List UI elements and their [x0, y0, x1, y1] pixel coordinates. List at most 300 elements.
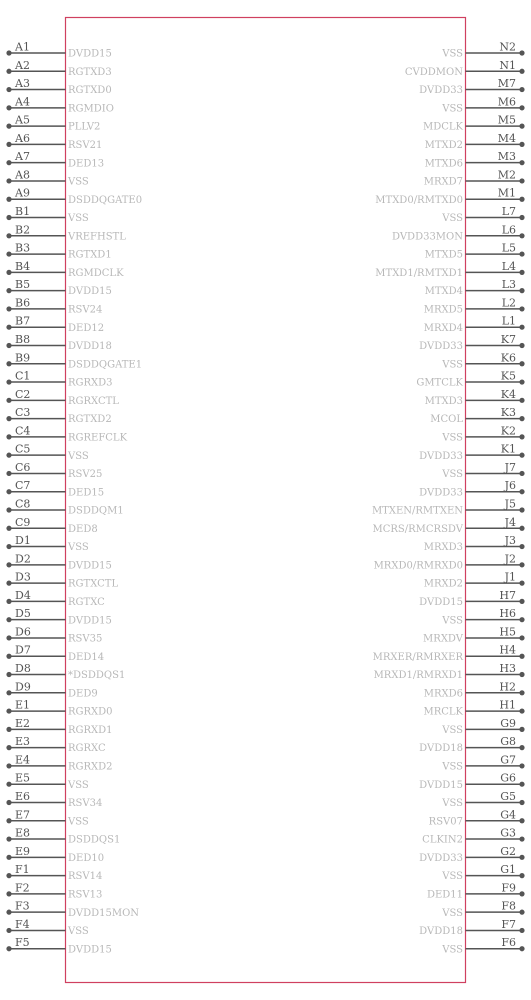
pin-number: A1	[15, 40, 30, 54]
pin-name: MRXD7	[423, 176, 463, 188]
pin-number: D6	[15, 625, 31, 639]
right-pin-J1	[424, 571, 525, 590]
pin-number: M7	[497, 77, 516, 91]
left-pin-B7	[6, 315, 104, 334]
pin-end-dot	[6, 489, 11, 494]
pin-name: MCOL	[430, 414, 463, 426]
pin-number: F1	[15, 863, 30, 877]
pin-number: M3	[497, 150, 516, 164]
pin-number: H2	[499, 680, 516, 694]
pin-end-dot	[519, 343, 524, 348]
pin-number: B3	[15, 241, 31, 255]
pin-name: MTXD3	[424, 395, 463, 407]
pin-name: DVDD33	[419, 85, 463, 97]
pin-name: VSS	[442, 798, 463, 810]
left-pin-E6	[6, 790, 102, 809]
pin-name: MRXD3	[423, 542, 463, 554]
pin-end-dot	[6, 361, 11, 366]
pin-number: E7	[15, 808, 31, 822]
pin-end-dot	[6, 471, 11, 476]
pin-end-dot	[6, 599, 11, 604]
pin-number: A9	[15, 186, 30, 200]
right-pin-H4	[373, 644, 525, 663]
pin-number: C3	[15, 406, 31, 420]
pin-number: E8	[15, 826, 31, 840]
pin-end-dot	[519, 690, 524, 695]
pin-end-dot	[6, 800, 11, 805]
pin-number: F2	[15, 881, 30, 895]
pin-end-dot	[519, 124, 524, 129]
pin-number: M6	[497, 95, 516, 109]
pin-end-dot	[519, 288, 524, 293]
pin-name: DVDD15	[68, 615, 112, 627]
pin-number: K7	[500, 332, 516, 346]
pin-end-dot	[6, 727, 11, 732]
right-pin-J2	[374, 552, 525, 571]
left-pin-A9	[6, 187, 142, 206]
pin-name: DSDDQS1	[68, 834, 121, 846]
pin-number: B2	[15, 223, 31, 237]
pin-end-dot	[519, 946, 524, 951]
right-pin-J4	[372, 516, 524, 535]
pin-number: J3	[504, 534, 516, 548]
pin-number: B5	[15, 278, 31, 292]
left-pin-D5	[6, 607, 111, 626]
pin-name: VSS	[442, 103, 463, 115]
pin-name: CLKIN2	[422, 834, 463, 846]
pin-end-dot	[519, 87, 524, 92]
pin-end-dot	[6, 526, 11, 531]
pin-number: B1	[15, 205, 31, 219]
pin-number: A6	[15, 131, 30, 145]
pin-number: B8	[15, 332, 31, 346]
pin-number: F3	[15, 899, 30, 913]
pin-end-dot	[519, 617, 524, 622]
left-pin-A1	[6, 41, 111, 60]
pin-name: RSV21	[68, 140, 103, 151]
pin-name: VSS	[68, 176, 89, 188]
right-pin-L3	[425, 278, 525, 297]
pin-name: DVDD15	[419, 779, 463, 791]
pin-number: C8	[15, 497, 31, 511]
right-pin-M3	[425, 150, 525, 169]
pin-number: F6	[501, 936, 516, 950]
pin-name: VSS	[442, 761, 463, 773]
pin-end-dot	[519, 306, 524, 311]
pin-number: E3	[15, 735, 31, 749]
pin-number: F8	[501, 899, 516, 913]
left-pin-A3	[6, 77, 111, 96]
pin-name: RGRXD3	[68, 377, 113, 389]
pin-name: DVDD33	[419, 852, 463, 864]
right-pin-J3	[424, 534, 525, 553]
right-pin-M6	[441, 95, 524, 114]
pin-end-dot	[6, 581, 11, 586]
pin-end-dot	[6, 87, 11, 92]
pin-name: DED13	[68, 158, 105, 170]
pin-end-dot	[519, 800, 524, 805]
pin-end-dot	[6, 544, 11, 549]
pin-number: C1	[15, 369, 31, 383]
pin-name: DVDD15	[419, 597, 463, 608]
pin-name: DSDDQM1	[68, 505, 124, 517]
left-pin-B5	[6, 278, 111, 297]
pin-end-dot	[519, 782, 524, 787]
left-pin-B8	[6, 333, 111, 352]
left-pin-C9	[6, 516, 97, 535]
pin-number: H5	[499, 625, 516, 639]
pin-end-dot	[519, 928, 524, 933]
pin-number: B4	[15, 259, 31, 273]
right-pin-H5	[423, 625, 525, 644]
pin-name: VSS	[68, 779, 89, 791]
left-pin-E3	[6, 735, 106, 754]
pin-name: DED10	[68, 852, 105, 864]
pin-number: J2	[504, 552, 516, 566]
pin-number: J4	[504, 515, 516, 529]
pin-end-dot	[6, 708, 11, 713]
pin-name: MRXD1/RMRXD1	[373, 670, 463, 682]
right-pin-G1	[441, 863, 524, 882]
pin-number: J5	[504, 497, 516, 511]
left-pin-D2	[6, 552, 111, 571]
pin-name: VSS	[442, 615, 463, 627]
pin-number: A7	[15, 150, 30, 164]
pin-name: DVDD15	[68, 560, 112, 572]
pin-name: DED12	[68, 322, 105, 334]
pin-name: DVDD18	[419, 743, 463, 755]
pin-name: MTXD6	[424, 158, 463, 170]
pin-end-dot	[519, 453, 524, 458]
pin-number: K4	[500, 387, 516, 401]
pin-end-dot	[519, 599, 524, 604]
pin-end-dot	[6, 215, 11, 220]
pin-number: J7	[504, 460, 516, 474]
pin-name: RGTXD0	[68, 85, 112, 97]
pin-number: C4	[15, 424, 31, 438]
pin-end-dot	[519, 325, 524, 330]
pin-end-dot	[6, 178, 11, 183]
left-pin-E1	[6, 699, 112, 718]
pin-end-dot	[6, 635, 11, 640]
pin-number: E4	[15, 753, 31, 767]
pin-name: DED9	[68, 688, 98, 700]
pin-name: VSS	[442, 359, 463, 371]
pin-name: VSS	[68, 926, 89, 938]
pin-name: VREFHSTL	[68, 231, 126, 243]
left-pin-F5	[6, 936, 111, 955]
pin-end-dot	[519, 544, 524, 549]
right-pin-G4	[429, 808, 525, 827]
pin-name: RGRXD1	[68, 724, 113, 736]
left-pin-E9	[6, 845, 104, 864]
pin-number: K2	[500, 424, 516, 438]
pin-number: D5	[15, 607, 31, 621]
pin-number: N2	[499, 40, 516, 54]
left-pin-A6	[6, 132, 102, 151]
pin-number: G7	[500, 753, 516, 767]
pin-number: M5	[497, 113, 516, 127]
pin-end-dot	[6, 50, 11, 55]
pin-end-dot	[519, 818, 524, 823]
right-pin-K2	[441, 424, 524, 443]
pin-name: DVDD33	[419, 450, 463, 462]
pin-number: H3	[499, 662, 516, 676]
pin-end-dot	[519, 855, 524, 860]
left-pin-group	[6, 41, 142, 956]
pin-name: RGRXC	[68, 743, 106, 755]
pin-end-dot	[519, 489, 524, 494]
pin-end-dot	[519, 50, 524, 55]
pin-number: D2	[15, 552, 31, 566]
pin-name: VSS	[442, 871, 463, 883]
pin-number: K6	[500, 351, 516, 365]
pin-number: F5	[15, 936, 30, 950]
pin-end-dot	[6, 160, 11, 165]
pin-name: DED11	[426, 889, 463, 901]
pin-end-dot	[6, 379, 11, 384]
pin-end-dot	[519, 836, 524, 841]
right-pin-F9	[427, 881, 525, 900]
left-pin-C4	[6, 424, 127, 443]
pin-end-dot	[6, 142, 11, 147]
pin-end-dot	[6, 910, 11, 915]
pin-number: K3	[500, 406, 516, 420]
pin-end-dot	[6, 562, 11, 567]
left-pin-D1	[6, 534, 88, 553]
left-pin-E5	[6, 772, 88, 791]
pin-name: RGRXCTL	[68, 395, 119, 407]
pin-name: DED8	[68, 523, 98, 535]
right-pin-G2	[419, 845, 524, 864]
right-pin-G5	[441, 790, 524, 809]
pin-end-dot	[6, 836, 11, 841]
pin-number: L2	[501, 296, 516, 310]
pin-number: C9	[15, 515, 31, 529]
pin-number: L4	[501, 259, 516, 273]
left-pin-A4	[6, 95, 114, 114]
pin-number: C7	[15, 479, 31, 493]
pin-end-dot	[519, 142, 524, 147]
pin-end-dot	[519, 251, 524, 256]
pin-end-dot	[6, 928, 11, 933]
right-pin-L5	[425, 242, 525, 261]
pin-name: RSV13	[68, 889, 103, 901]
pin-end-dot	[6, 818, 11, 823]
pin-name: DVDD33	[419, 487, 463, 499]
pin-number: C5	[15, 442, 31, 456]
left-pin-A5	[6, 114, 100, 133]
pin-name: MRXD0/RMRXD0	[373, 560, 463, 572]
pin-end-dot	[6, 69, 11, 74]
pin-end-dot	[6, 416, 11, 421]
pin-number: H7	[499, 588, 516, 602]
left-pin-F3	[6, 900, 139, 919]
left-pin-C1	[6, 370, 112, 389]
pin-end-dot	[6, 124, 11, 129]
pin-number: K5	[500, 369, 516, 383]
pin-number: G6	[500, 771, 516, 785]
pin-end-dot	[519, 526, 524, 531]
left-pin-B9	[6, 351, 142, 370]
pin-number: B6	[15, 296, 31, 310]
right-pin-M4	[425, 132, 525, 151]
pin-name: RGTXD2	[68, 414, 112, 426]
left-pin-C5	[6, 443, 88, 462]
pin-end-dot	[519, 891, 524, 896]
pin-end-dot	[6, 672, 11, 677]
pin-name: RSV34	[68, 798, 103, 810]
pin-name: MTXD4	[424, 286, 463, 298]
right-pin-F6	[441, 936, 524, 955]
right-pin-K1	[419, 443, 524, 462]
pin-name: DED14	[68, 651, 105, 663]
pin-end-dot	[519, 270, 524, 275]
left-pin-D3	[6, 571, 118, 590]
pin-name: RSV24	[68, 304, 103, 316]
pin-number: C2	[15, 387, 31, 401]
pin-number: K1	[500, 442, 516, 456]
pin-end-dot	[6, 398, 11, 403]
right-pin-M7	[419, 77, 524, 96]
pin-name: VSS	[442, 724, 463, 736]
pin-number: A8	[15, 168, 30, 182]
pin-name: VSS	[68, 542, 89, 554]
pin-name: DVDD15	[68, 48, 112, 60]
pin-name: DVDD18	[419, 926, 463, 938]
left-pin-F1	[6, 863, 102, 882]
pin-name: PLLV2	[68, 121, 101, 133]
pin-number: E5	[15, 771, 31, 785]
pin-number: D9	[15, 680, 31, 694]
pin-number: E1	[15, 698, 31, 712]
pin-number: H1	[499, 698, 516, 712]
right-pin-H1	[423, 699, 524, 718]
right-pin-H6	[441, 607, 524, 626]
pin-number: J6	[504, 479, 516, 493]
pin-end-dot	[519, 197, 524, 202]
pin-end-dot	[519, 581, 524, 586]
pin-number: H4	[499, 643, 516, 657]
pin-end-dot	[6, 197, 11, 202]
pin-end-dot	[6, 343, 11, 348]
pin-end-dot	[519, 507, 524, 512]
pin-name: VSS	[442, 48, 463, 60]
pin-name: RSV35	[68, 633, 103, 645]
pin-end-dot	[6, 782, 11, 787]
pin-end-dot	[519, 160, 524, 165]
pin-end-dot	[519, 471, 524, 476]
pin-number: G3	[500, 826, 516, 840]
pin-name: VSS	[442, 213, 463, 225]
pin-end-dot	[519, 215, 524, 220]
right-pin-L1	[424, 315, 525, 334]
pin-number: L1	[501, 314, 516, 328]
pin-name: VSS	[442, 907, 463, 919]
pin-number: A5	[15, 113, 30, 127]
left-pin-B1	[6, 205, 88, 224]
left-pin-C3	[6, 406, 111, 425]
left-pin-D7	[6, 644, 104, 663]
pin-name: VSS	[442, 432, 463, 444]
left-pin-E2	[6, 717, 112, 736]
pin-end-dot	[519, 361, 524, 366]
pin-number: L7	[501, 205, 516, 219]
left-pin-B2	[6, 223, 126, 242]
pin-number: F7	[501, 917, 516, 931]
left-pin-C2	[6, 388, 119, 407]
pin-end-dot	[519, 745, 524, 750]
right-pin-F8	[441, 900, 524, 919]
pin-number: H6	[499, 607, 516, 621]
pin-end-dot	[6, 325, 11, 330]
right-pin-F7	[419, 918, 524, 937]
right-pin-J5	[372, 498, 525, 517]
left-pin-F4	[6, 918, 88, 937]
pin-name: VSS	[68, 816, 89, 828]
pin-number: M4	[497, 131, 516, 145]
pin-name: VSS	[442, 469, 463, 481]
right-pin-L4	[375, 260, 524, 279]
pin-number: L6	[501, 223, 516, 237]
pin-number: F4	[15, 917, 30, 931]
right-pin-K7	[419, 333, 524, 352]
pin-name: DSDDQGATE1	[68, 359, 143, 371]
pin-name: GMTCLK	[416, 377, 463, 389]
pin-name: DVDD18	[68, 341, 112, 353]
pin-name: MRXD6	[423, 688, 463, 700]
pin-number: B9	[15, 351, 31, 365]
pin-end-dot	[519, 69, 524, 74]
pin-number: N1	[499, 58, 516, 72]
pin-number: B7	[15, 314, 31, 328]
pin-number: M2	[497, 168, 516, 182]
pin-number: A4	[15, 95, 30, 109]
pin-end-dot	[519, 763, 524, 768]
right-pin-G8	[419, 735, 524, 754]
pin-name: DVDD33	[419, 341, 463, 353]
right-pin-K6	[441, 351, 524, 370]
pin-name: RSV07	[428, 816, 463, 828]
pin-name: VSS	[68, 213, 89, 225]
pin-name: MTXD0/RMTXD0	[375, 194, 463, 206]
pin-number: D1	[15, 534, 31, 548]
right-pin-G6	[419, 772, 524, 791]
pin-number: A3	[15, 77, 30, 91]
right-pin-L7	[441, 205, 524, 224]
pin-end-dot	[6, 690, 11, 695]
left-pin-B3	[6, 242, 111, 261]
pin-name: MRXDV	[423, 633, 463, 645]
pin-end-dot	[6, 251, 11, 256]
pin-name: RSV25	[68, 469, 103, 481]
pin-number: M1	[497, 186, 516, 200]
right-pin-K4	[425, 388, 525, 407]
pin-number: G2	[500, 844, 516, 858]
pin-end-dot	[6, 617, 11, 622]
pin-name: RGMDIO	[68, 103, 114, 115]
right-pin-N1	[405, 59, 525, 78]
pin-number: G8	[500, 735, 516, 749]
pin-end-dot	[6, 507, 11, 512]
right-pin-M2	[424, 168, 525, 187]
pin-name: DVDD15MON	[68, 907, 140, 919]
pin-end-dot	[519, 654, 524, 659]
pin-name: MTXD1/RMTXD1	[375, 267, 463, 279]
pin-end-dot	[519, 398, 524, 403]
pin-name: MCRS/RMCRSDV	[372, 523, 463, 535]
right-pin-G3	[422, 827, 524, 846]
